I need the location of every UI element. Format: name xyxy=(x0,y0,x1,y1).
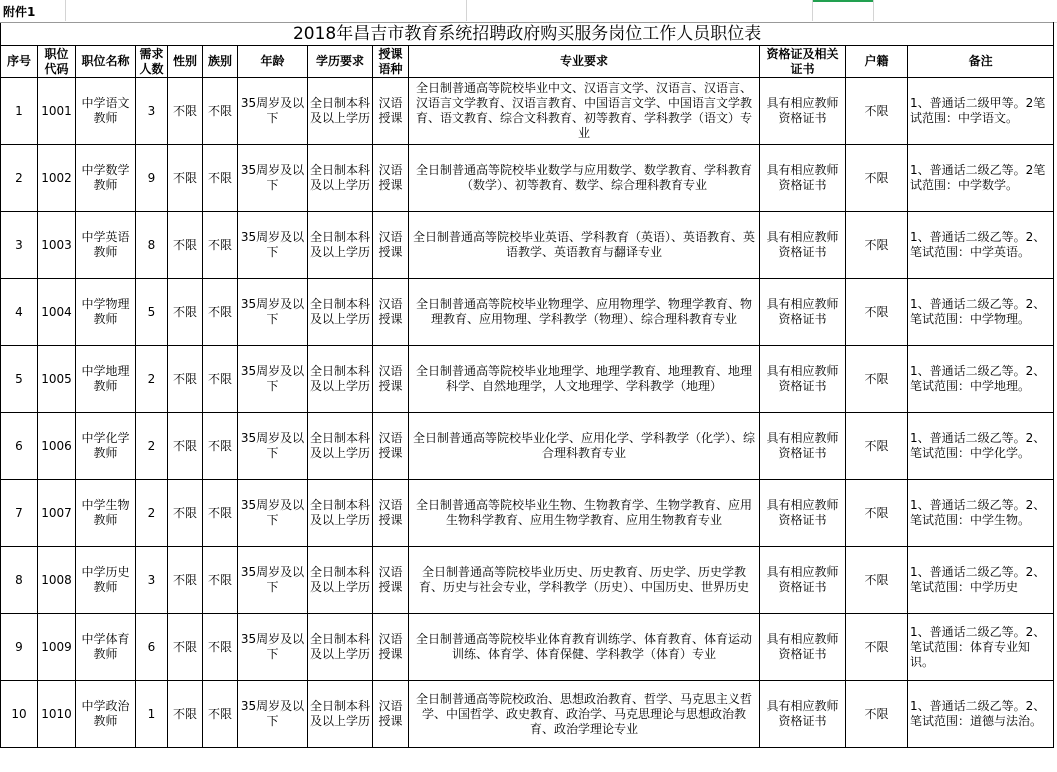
cell-education[interactable]: 全日制本科及以上学历 xyxy=(308,78,373,145)
cell-ethnicity[interactable]: 不限 xyxy=(203,212,238,279)
table-row xyxy=(1,614,1054,681)
cell-ethnicity[interactable]: 不限 xyxy=(203,547,238,614)
spreadsheet-top-strip xyxy=(0,0,1057,23)
cell-age[interactable]: 35周岁及以下 xyxy=(238,681,308,748)
cell-notes[interactable]: 1、普通话二级乙等。2、笔试范围：中学英语。 xyxy=(908,212,1054,279)
cell-gender[interactable]: 不限 xyxy=(168,681,203,748)
cell-age[interactable]: 35周岁及以下 xyxy=(238,78,308,145)
cell-selection-indicator xyxy=(813,0,873,2)
cell-education[interactable]: 全日制本科及以上学历 xyxy=(308,145,373,212)
attachment-label: 附件1 xyxy=(3,5,36,19)
cell-major[interactable]: 全日制普通高等院校毕业生物、生物教育学、生物学教育、应用生物科学教育、应用生物学教育、应用生物教育专业 xyxy=(409,480,760,547)
cell-count[interactable]: 2 xyxy=(136,346,168,413)
cell-education[interactable]: 全日制本科及以上学历 xyxy=(308,279,373,346)
header-major: 专业要求 xyxy=(409,46,760,78)
table-title: 2018年昌吉市教育系统招聘政府购买服务岗位工作人员职位表 xyxy=(1,23,1054,46)
cell-gender[interactable]: 不限 xyxy=(168,480,203,547)
table-row xyxy=(1,346,1054,413)
cell-count[interactable]: 3 xyxy=(136,547,168,614)
cell-count[interactable]: 3 xyxy=(136,78,168,145)
cell-index[interactable]: 5 xyxy=(1,346,38,413)
cell-index[interactable]: 2 xyxy=(1,145,38,212)
cell-notes[interactable]: 1、普通话二级乙等。2、笔试范围：体育专业知识。 xyxy=(908,614,1054,681)
cell-language[interactable]: 汉语授课 xyxy=(373,346,409,413)
cell-gender[interactable]: 不限 xyxy=(168,145,203,212)
cell-position[interactable]: 中学英语教师 xyxy=(76,212,136,279)
cell-household[interactable]: 不限 xyxy=(846,547,908,614)
cell-position[interactable]: 中学政治教师 xyxy=(76,681,136,748)
cell-index[interactable]: 6 xyxy=(1,413,38,480)
cell-certificate[interactable]: 具有相应教师资格证书 xyxy=(760,279,846,346)
header-index: 序号 xyxy=(1,46,38,78)
cell-household[interactable]: 不限 xyxy=(846,480,908,547)
table-row xyxy=(1,279,1054,346)
cell-major[interactable]: 全日制普通高等院校毕业数学与应用数学、数学教育、学科教育（数学）、初等教育、数学、综合理科教育专业 xyxy=(409,145,760,212)
cell-certificate[interactable]: 具有相应教师资格证书 xyxy=(760,614,846,681)
cell-index[interactable]: 9 xyxy=(1,614,38,681)
header-language: 授课语种 xyxy=(373,46,409,78)
cell-position[interactable]: 中学体育教师 xyxy=(76,614,136,681)
header-gender: 性别 xyxy=(168,46,203,78)
header-position: 职位名称 xyxy=(76,46,136,78)
cell-code[interactable]: 1007 xyxy=(38,480,76,547)
cell-gender[interactable]: 不限 xyxy=(168,614,203,681)
cell-certificate[interactable]: 具有相应教师资格证书 xyxy=(760,547,846,614)
cell-notes[interactable]: 1、普通话二级乙等。2、笔试范围：中学历史 xyxy=(908,547,1054,614)
cell-notes[interactable]: 1、普通话二级乙等。2笔试范围：中学数学。 xyxy=(908,145,1054,212)
cell-c1[interactable] xyxy=(467,0,813,21)
cell-major[interactable]: 全日制普通高等院校政治、思想政治教育、哲学、马克思主义哲学、中国哲学、政史教育、政治学、马克思理论与思想政治教育、政治学理论专业 xyxy=(409,681,760,748)
cell-index[interactable]: 4 xyxy=(1,279,38,346)
cell-ethnicity[interactable]: 不限 xyxy=(203,279,238,346)
cell-b1[interactable] xyxy=(66,0,467,21)
cell-count[interactable]: 5 xyxy=(136,279,168,346)
cell-position[interactable]: 中学数学教师 xyxy=(76,145,136,212)
cell-certificate[interactable]: 具有相应教师资格证书 xyxy=(760,346,846,413)
cell-code[interactable]: 1005 xyxy=(38,346,76,413)
table-row xyxy=(1,212,1054,279)
cell-index[interactable]: 10 xyxy=(1,681,38,748)
cell-education[interactable]: 全日制本科及以上学历 xyxy=(308,480,373,547)
cell-gender[interactable]: 不限 xyxy=(168,212,203,279)
cell-ethnicity[interactable]: 不限 xyxy=(203,346,238,413)
cell-gender[interactable]: 不限 xyxy=(168,413,203,480)
cell-certificate[interactable]: 具有相应教师资格证书 xyxy=(760,145,846,212)
cell-count[interactable]: 6 xyxy=(136,614,168,681)
cell-position[interactable]: 中学历史教师 xyxy=(76,547,136,614)
cell-ethnicity[interactable]: 不限 xyxy=(203,78,238,145)
header-row xyxy=(1,46,1054,78)
cell-position[interactable]: 中学化学教师 xyxy=(76,413,136,480)
cell-notes[interactable]: 1、普通话二级乙等。2、笔试范围：中学化学。 xyxy=(908,413,1054,480)
cell-ethnicity[interactable]: 不限 xyxy=(203,145,238,212)
cell-major[interactable]: 全日制普通高等院校毕业体育教育训练学、体育教育、体育运动训练、体育学、体育保健、学科教学（体育）专业 xyxy=(409,614,760,681)
cell-language[interactable]: 汉语授课 xyxy=(373,413,409,480)
cell-notes[interactable]: 1、普通话二级乙等。2、笔试范围：中学物理。 xyxy=(908,279,1054,346)
header-age: 年龄 xyxy=(238,46,308,78)
cell-household[interactable]: 不限 xyxy=(846,145,908,212)
cell-language[interactable]: 汉语授课 xyxy=(373,614,409,681)
cell-age[interactable]: 35周岁及以下 xyxy=(238,145,308,212)
cell-ethnicity[interactable]: 不限 xyxy=(203,480,238,547)
cell-household[interactable]: 不限 xyxy=(846,78,908,145)
cell-education[interactable]: 全日制本科及以上学历 xyxy=(308,346,373,413)
cell-code[interactable]: 1004 xyxy=(38,279,76,346)
cell-age[interactable]: 35周岁及以下 xyxy=(238,413,308,480)
cell-household[interactable]: 不限 xyxy=(846,279,908,346)
cell-certificate[interactable]: 具有相应教师资格证书 xyxy=(760,480,846,547)
cell-major[interactable]: 全日制普通高等院校毕业中文、汉语言文学、汉语言、汉语言、汉语言文学教育、汉语言教育、中国语言文学、中国语言文学教育、语文教育、综合文科教育、初等教育、学科教学（语文）专业 xyxy=(409,78,760,145)
cell-position[interactable]: 中学语文教师 xyxy=(76,78,136,145)
table-row xyxy=(1,480,1054,547)
cell-education[interactable]: 全日制本科及以上学历 xyxy=(308,212,373,279)
cell-major[interactable]: 全日制普通高等院校毕业物理学、应用物理学、物理学教育、物理教育、应用物理、学科教学（物理）、综合理科教育专业 xyxy=(409,279,760,346)
cell-notes[interactable]: 1、普通话二级乙等。2、笔试范围：道德与法治。 xyxy=(908,681,1054,748)
cell-household[interactable]: 不限 xyxy=(846,614,908,681)
cell-education[interactable]: 全日制本科及以上学历 xyxy=(308,614,373,681)
cell-education[interactable]: 全日制本科及以上学历 xyxy=(308,681,373,748)
cell-ethnicity[interactable]: 不限 xyxy=(203,614,238,681)
cell-index[interactable]: 3 xyxy=(1,212,38,279)
cell-position[interactable]: 中学生物教师 xyxy=(76,480,136,547)
cell-household[interactable]: 不限 xyxy=(846,346,908,413)
table-row xyxy=(1,413,1054,480)
cell-count[interactable]: 2 xyxy=(136,480,168,547)
cell-code[interactable]: 1006 xyxy=(38,413,76,480)
cell-major[interactable]: 全日制普通高等院校毕业化学、应用化学、学科教学（化学）、综合理科教育专业 xyxy=(409,413,760,480)
cell-count[interactable]: 1 xyxy=(136,681,168,748)
positions-table xyxy=(0,22,1054,748)
cell-position[interactable]: 中学物理教师 xyxy=(76,279,136,346)
cell-index[interactable]: 7 xyxy=(1,480,38,547)
header-certificate: 资格证及相关证书 xyxy=(760,46,846,78)
cell-notes[interactable]: 1、普通话二级乙等。2、笔试范围：中学地理。 xyxy=(908,346,1054,413)
cell-index[interactable]: 1 xyxy=(1,78,38,145)
cell-count[interactable]: 2 xyxy=(136,413,168,480)
cell-gender[interactable]: 不限 xyxy=(168,346,203,413)
cell-notes[interactable]: 1、普通话二级甲等。2笔试范围：中学语文。 xyxy=(908,78,1054,145)
cell-age[interactable]: 35周岁及以下 xyxy=(238,480,308,547)
cell-household[interactable]: 不限 xyxy=(846,212,908,279)
cell-count[interactable]: 8 xyxy=(136,212,168,279)
cell-gender[interactable]: 不限 xyxy=(168,547,203,614)
cell-age[interactable]: 35周岁及以下 xyxy=(238,279,308,346)
cell-age[interactable]: 35周岁及以下 xyxy=(238,212,308,279)
cell-position[interactable]: 中学地理教师 xyxy=(76,346,136,413)
table-row xyxy=(1,681,1054,748)
cell-age[interactable]: 35周岁及以下 xyxy=(238,614,308,681)
cell-certificate[interactable]: 具有相应教师资格证书 xyxy=(760,413,846,480)
cell-household[interactable]: 不限 xyxy=(846,413,908,480)
cell-index[interactable]: 8 xyxy=(1,547,38,614)
cell-count[interactable]: 9 xyxy=(136,145,168,212)
cell-certificate[interactable]: 具有相应教师资格证书 xyxy=(760,212,846,279)
cell-gender[interactable]: 不限 xyxy=(168,279,203,346)
cell-language[interactable]: 汉语授课 xyxy=(373,681,409,748)
header-count: 需求人数 xyxy=(136,46,168,78)
cell-language[interactable]: 汉语授课 xyxy=(373,547,409,614)
cell-language[interactable]: 汉语授课 xyxy=(373,78,409,145)
header-education: 学历要求 xyxy=(308,46,373,78)
cell-major[interactable]: 全日制普通高等院校毕业英语、学科教育（英语）、英语教育、英语教学、英语教育与翻译专业 xyxy=(409,212,760,279)
cell-ethnicity[interactable]: 不限 xyxy=(203,681,238,748)
cell-language[interactable]: 汉语授课 xyxy=(373,145,409,212)
cell-major[interactable]: 全日制普通高等院校毕业历史、历史教育、历史学、历史学教育、历史与社会专业，学科教学（历史）、中国历史、世界历史 xyxy=(409,547,760,614)
cell-language[interactable]: 汉语授课 xyxy=(373,279,409,346)
cell-code[interactable]: 1001 xyxy=(38,78,76,145)
header-notes: 备注 xyxy=(908,46,1054,78)
cell-gender[interactable]: 不限 xyxy=(168,78,203,145)
cell-certificate[interactable]: 具有相应教师资格证书 xyxy=(760,78,846,145)
cell-code[interactable]: 1002 xyxy=(38,145,76,212)
cell-age[interactable]: 35周岁及以下 xyxy=(238,547,308,614)
table-row xyxy=(1,547,1054,614)
header-household: 户籍 xyxy=(846,46,908,78)
cell-code[interactable]: 1010 xyxy=(38,681,76,748)
cell-notes[interactable]: 1、普通话二级乙等。2、笔试范围：中学生物。 xyxy=(908,480,1054,547)
cell-language[interactable]: 汉语授课 xyxy=(373,212,409,279)
cell-education[interactable]: 全日制本科及以上学历 xyxy=(308,547,373,614)
header-code: 职位代码 xyxy=(38,46,76,78)
cell-language[interactable]: 汉语授课 xyxy=(373,480,409,547)
cell-education[interactable]: 全日制本科及以上学历 xyxy=(308,413,373,480)
cell-d1[interactable] xyxy=(813,0,874,21)
cell-major[interactable]: 全日制普通高等院校毕业地理学、地理学教育、地理教育、地理科学、自然地理学，人文地理学、学科教学（地理） xyxy=(409,346,760,413)
cell-certificate[interactable]: 具有相应教师资格证书 xyxy=(760,681,846,748)
cell-code[interactable]: 1003 xyxy=(38,212,76,279)
cell-code[interactable]: 1009 xyxy=(38,614,76,681)
cell-code[interactable]: 1008 xyxy=(38,547,76,614)
table-row xyxy=(1,78,1054,145)
header-ethnicity: 族别 xyxy=(203,46,238,78)
cell-ethnicity[interactable]: 不限 xyxy=(203,413,238,480)
table-row xyxy=(1,145,1054,212)
cell-household[interactable]: 不限 xyxy=(846,681,908,748)
cell-age[interactable]: 35周岁及以下 xyxy=(238,346,308,413)
